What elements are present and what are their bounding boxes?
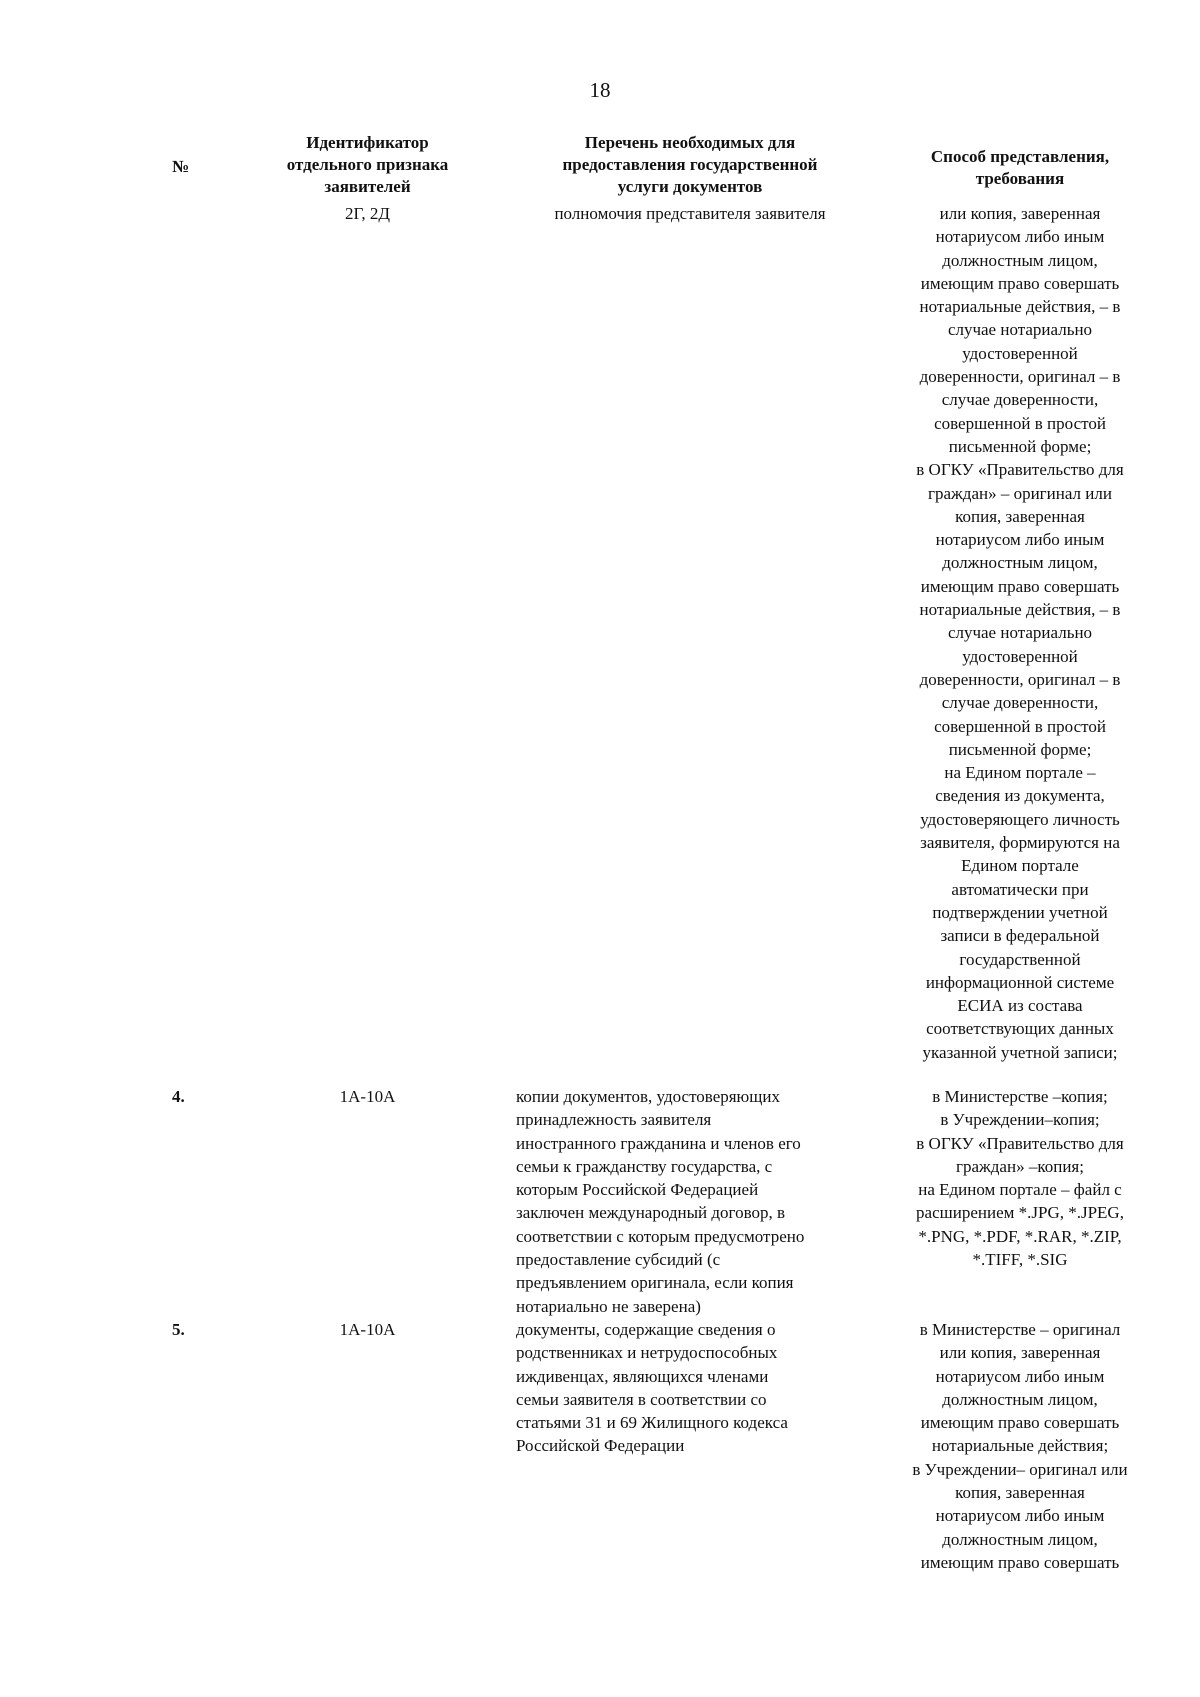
row-submission-line: подтверждении учетной	[932, 902, 1108, 922]
row-submission-line: нотариусом либо иным	[935, 530, 1105, 550]
row-documents-line: предоставление субсидий (с	[516, 1250, 721, 1270]
header-col-submission-line: требования	[975, 169, 1065, 188]
row-documents-line: соответствии с которым предусмотрено	[516, 1226, 805, 1246]
page-number: 18	[589, 78, 611, 102]
row-documents-line: статьями 31 и 69 Жилищного кодекса	[516, 1413, 788, 1433]
header-col-identifier-line: заявителей	[324, 177, 411, 196]
row-submission-line: удостоверенной	[962, 646, 1078, 666]
row-submission-line: в Министерстве – оригинал	[919, 1320, 1121, 1339]
row-submission-line: должностным лицом,	[942, 1389, 1098, 1409]
row-submission-line: нотариальные действия, – в	[919, 297, 1121, 317]
row-submission-line: нотариальные действия, – в	[919, 600, 1121, 620]
header-col-documents-line: Перечень необходимых для	[584, 133, 796, 152]
row-submission-line: удостоверяющего личность	[920, 809, 1120, 829]
row-submission-line: или копия, заверенная	[939, 1343, 1101, 1363]
row-submission-line: копия, заверенная	[955, 506, 1085, 526]
row-documents-line: заключен международный договор, в	[516, 1203, 786, 1223]
row-submission-line: заявителя, формируются на	[920, 833, 1120, 853]
row-number: 4.	[172, 1087, 185, 1106]
row-submission-line: соответствующих данных	[926, 1019, 1114, 1039]
row-documents	[516, 1318, 864, 1458]
row-documents	[516, 1085, 864, 1318]
row-submission-method	[880, 1318, 1160, 1574]
header-col-documents-line: предоставления государственной	[562, 155, 818, 174]
row-documents-line: родственниках и нетрудоспособных	[516, 1343, 778, 1363]
row-submission-line: государственной	[959, 949, 1081, 969]
row-submission-line: граждан» – оригинал или	[928, 483, 1112, 503]
header-col-submission-method	[880, 146, 1160, 190]
row-submission-line: совершенной в простой	[934, 716, 1106, 736]
row-documents-line: иждивенцах, являющихся членами	[516, 1366, 769, 1386]
row-submission-line: случае доверенности,	[941, 390, 1099, 410]
row-submission-line: в Учреждении–копия;	[940, 1110, 1100, 1130]
row-documents-line: предъявлением оригинала, если копия	[516, 1273, 794, 1293]
row-documents-line: семьи заявителя в соответствии со	[516, 1389, 767, 1409]
row-documents-line: принадлежность заявителя	[516, 1110, 712, 1130]
row-submission-line: случае нотариально	[947, 320, 1093, 340]
row-identifier: 1А-10А	[339, 1087, 396, 1106]
row-documents-line: полномочия представителя заявителя	[554, 204, 826, 223]
row-submission-line: доверенности, оригинал – в	[919, 669, 1121, 689]
row-documents-line: семьи к гражданству государства, с	[516, 1156, 773, 1176]
row-submission-line: удостоверенной	[962, 343, 1078, 363]
row-identifier: 1А-10А	[339, 1320, 396, 1339]
row-submission-line: ЕСИА из состава	[957, 996, 1083, 1016]
header-col-number: №	[172, 157, 190, 176]
row-submission-line: в ОГКУ «Правительство для	[916, 460, 1124, 480]
row-number: 5.	[172, 1320, 185, 1339]
header-col-identifier	[255, 132, 480, 198]
row-submission-line: имеющим право совершать	[920, 273, 1120, 293]
row-documents-line: документы, содержащие сведения о	[516, 1320, 776, 1339]
row-submission-line: на Едином портале – файл с	[918, 1180, 1122, 1200]
header-col-identifier-line: отдельного признака	[286, 155, 449, 174]
header-col-submission-line: Способ представления,	[930, 147, 1110, 166]
documents-table	[0, 132, 1200, 1572]
table-header	[0, 132, 1200, 202]
row-identifier: 2Г, 2Д	[344, 204, 390, 223]
row-submission-line: должностным лицом,	[942, 250, 1098, 270]
row-documents-line: копии документов, удостоверяющих	[516, 1087, 780, 1106]
row-submission-line: совершенной в простой	[934, 413, 1106, 433]
row-submission-line: автоматически при	[951, 879, 1089, 899]
row-submission-line: граждан» –копия;	[956, 1156, 1084, 1176]
row-documents	[516, 202, 864, 225]
row-documents-line: иностранного гражданина и членов его	[516, 1133, 801, 1153]
row-submission-line: должностным лицом,	[942, 1529, 1098, 1549]
row-documents-line: Российской Федерации	[516, 1436, 685, 1456]
row-submission-line: письменной форме;	[948, 436, 1092, 456]
row-documents-line: нотариально не заверена)	[516, 1296, 701, 1316]
row-submission-line: нотариусом либо иным	[935, 1366, 1105, 1386]
row-submission-line: имеющим право совершать	[920, 576, 1120, 596]
row-submission-line: в Учреждении– оригинал или	[912, 1459, 1128, 1479]
row-submission-line: или копия, заверенная	[939, 204, 1101, 223]
row-submission-line: информационной системе	[925, 972, 1115, 992]
row-submission-line: нотариусом либо иным	[935, 227, 1105, 247]
row-submission-line: имеющим право совершать	[920, 1552, 1120, 1572]
row-submission-method	[880, 202, 1160, 1064]
header-col-identifier-line: Идентификатор	[306, 133, 429, 152]
row-submission-line: нотариальные действия;	[931, 1436, 1109, 1456]
row-submission-method	[880, 1085, 1160, 1271]
row-submission-line: в ОГКУ «Правительство для	[916, 1133, 1124, 1153]
row-submission-line: *.TIFF, *.SIG	[972, 1250, 1068, 1270]
header-col-documents-line: услуги документов	[617, 177, 763, 196]
row-submission-line: нотариусом либо иным	[935, 1506, 1105, 1526]
row-submission-line: сведения из документа,	[935, 786, 1105, 806]
row-submission-line: имеющим право совершать	[920, 1413, 1120, 1433]
row-submission-line: случае доверенности,	[941, 693, 1099, 713]
row-submission-line: должностным лицом,	[942, 553, 1098, 573]
row-submission-line: на Едином портале –	[944, 763, 1096, 783]
row-submission-line: указанной учетной записи;	[922, 1042, 1118, 1062]
row-submission-line: случае нотариально	[947, 623, 1093, 643]
row-submission-line: копия, заверенная	[955, 1483, 1085, 1503]
row-submission-line: расширением *.JPG, *.JPEG,	[916, 1203, 1124, 1223]
row-submission-line: записи в федеральной	[940, 926, 1100, 946]
row-submission-line: Едином портале	[961, 856, 1079, 876]
row-submission-line: в Министерстве –копия;	[932, 1087, 1108, 1106]
header-col-documents	[516, 132, 864, 198]
row-submission-line: доверенности, оригинал – в	[919, 367, 1121, 387]
row-documents-line: которым Российской Федерацией	[516, 1180, 759, 1200]
row-submission-line: письменной форме;	[948, 739, 1092, 759]
row-submission-line: *.PNG, *.PDF, *.RAR, *.ZIP,	[918, 1226, 1122, 1246]
